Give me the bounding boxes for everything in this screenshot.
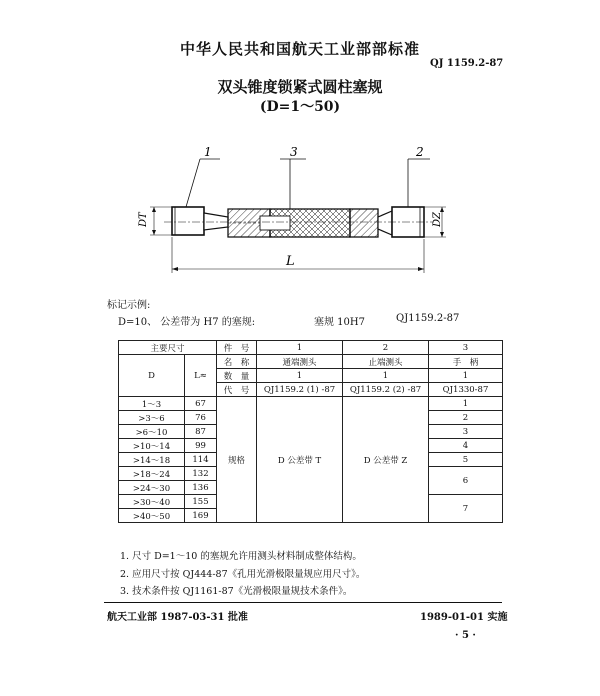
callout-1: 1 xyxy=(204,145,212,159)
table-row: >14～18 114 5 xyxy=(119,453,503,467)
col-l-header: L≈ xyxy=(185,355,217,397)
note-1: 1. 尺寸 D=1～10 的塞规允许用测头材料制成整体结构。 xyxy=(120,551,362,562)
note-3: 3. 技术条件按 QJ1161-87《光滑极限量规技术条件》。 xyxy=(120,586,353,597)
standard-name: 中华人民共和国航天工业部部标准 xyxy=(179,40,420,58)
page-number: · 5 · xyxy=(455,630,476,641)
table-row: >6～10 87 3 xyxy=(119,425,503,439)
approval-date: 航天工业部 1987-03-31 批准 xyxy=(107,612,248,623)
notes xyxy=(120,548,365,601)
main-size-header: 主要尺寸 xyxy=(119,341,217,355)
dim-dz: DZ xyxy=(432,212,443,227)
table-row: 1～3 67 规格 D 公差带 T D 公差带 Z 1 xyxy=(119,397,503,411)
standard-code: QJ 1159.2-87 xyxy=(430,58,504,69)
marking-example-d: D=10、 公差带为 H7 的塞规: xyxy=(118,317,256,328)
dim-dt: DT xyxy=(138,212,149,227)
callout-3: 3 xyxy=(290,145,298,159)
col-d-header: D xyxy=(119,355,185,397)
spec-nogo: D 公差带 Z xyxy=(343,397,429,523)
spec-table xyxy=(118,340,503,523)
document-subtitle: (D=1～50) xyxy=(259,99,341,115)
marking-example-name: 塞规 10H7 xyxy=(314,317,365,328)
table-row: >30～40 155 7 xyxy=(119,495,503,509)
footer-divider xyxy=(104,602,502,603)
table-row: 主要尺寸 件 号 1 2 3 xyxy=(119,341,503,355)
table-row: D L≈ 名 称 通端测头 止端测头 手 柄 xyxy=(119,355,503,369)
spec-go: D 公差带 T xyxy=(257,397,343,523)
table-row: >40～50 169 xyxy=(119,509,503,523)
table-row: >3～6 76 2 xyxy=(119,411,503,425)
gauge-drawing xyxy=(120,145,460,280)
marking-example-code: QJ1159.2-87 xyxy=(396,313,460,324)
table-row: >18～24 132 6 xyxy=(119,467,503,481)
document-title: 双头锥度锁紧式圆柱塞规 xyxy=(217,78,383,96)
marking-label: 标记示例: xyxy=(107,300,151,311)
go-end-head xyxy=(172,207,204,235)
table-row: >10～14 99 4 xyxy=(119,439,503,453)
note-2: 2. 应用尺寸按 QJ444-87《孔用光滑极限量规应用尺寸》。 xyxy=(120,568,366,580)
effective-date: 1989-01-01 实施 xyxy=(420,612,508,623)
table-row: >24～30 136 xyxy=(119,481,503,495)
table-row: 代 号 QJ1159.2 (1) -87 QJ1159.2 (2) -87 QJ1330-87 xyxy=(119,383,503,397)
table-row: 数 量 1 1 1 xyxy=(119,369,503,383)
dim-length: L xyxy=(286,254,295,269)
callout-2: 2 xyxy=(416,145,424,159)
spec-label: 规格 xyxy=(217,397,257,523)
